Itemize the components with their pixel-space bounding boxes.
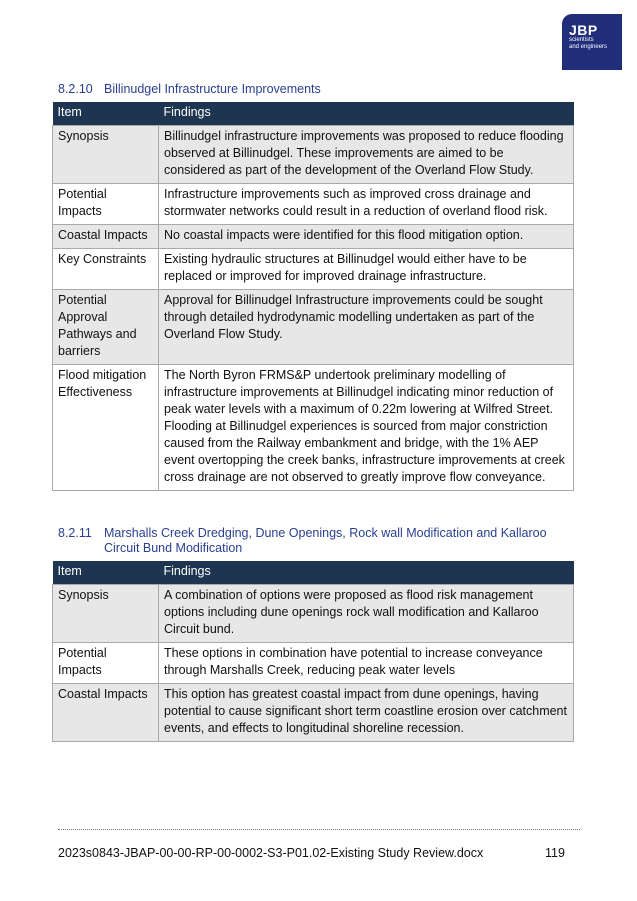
table-row: [53, 249, 574, 290]
row-item: Potential Approval Pathways and barriers: [53, 290, 159, 365]
section-number: 8.2.10: [58, 82, 93, 96]
row-findings: This option has greatest coastal impact from dune openings, having potential to cause significant short term coastline erosion over catchment events, and effects to longitudinal shoreline recession.: [159, 684, 574, 742]
row-findings: No coastal impacts were identified for this flood mitigation option.: [159, 225, 574, 249]
header-findings: Findings: [159, 102, 574, 126]
row-findings: Infrastructure improvements such as improved cross drainage and stormwater networks could result in a reduction of overland flood risk.: [159, 184, 574, 225]
findings-table-8-2-11: [52, 561, 574, 742]
jbp-logo: [562, 14, 622, 70]
logo-brand: JBP: [569, 22, 598, 38]
table-row: [53, 684, 574, 742]
section-title-line-1: Marshalls Creek Dredging, Dune Openings, Rock wall Modification and Kallaroo: [104, 526, 547, 540]
row-item: Synopsis: [53, 126, 159, 184]
table-row: [53, 585, 574, 643]
row-findings: Approval for Billinudgel Infrastructure improvements could be sought through detailed hydrodynamic modelling undertaken as part of the Overland Flow Study.: [159, 290, 574, 365]
row-item: Coastal Impacts: [53, 684, 159, 742]
row-item: Flood mitigation Effectiveness: [53, 365, 159, 491]
row-item: Key Constraints: [53, 249, 159, 290]
table-row: [53, 643, 574, 684]
table-header-row: [53, 102, 574, 126]
row-findings: These options in combination have potential to increase conveyance through Marshalls Creek, reducing peak water levels: [159, 643, 574, 684]
header-item: Item: [53, 102, 159, 126]
footer-document-reference: 2023s0843-JBAP-00-00-RP-00-0002-S3-P01.02-Existing Study Review.docx: [58, 846, 484, 860]
row-item: Potential Impacts: [53, 643, 159, 684]
footer-divider: [58, 829, 580, 830]
section-heading-8-2-11: [58, 526, 547, 556]
row-item: Coastal Impacts: [53, 225, 159, 249]
table-row: [53, 365, 574, 491]
row-findings: Billinudgel infrastructure improvements was proposed to reduce flooding observed at Billinudgel. These improvements are aimed to be considered as part of the development of the Overland Flow Study.: [159, 126, 574, 184]
section-title: [104, 526, 547, 556]
section-number: 8.2.11: [58, 526, 92, 540]
table-row: [53, 184, 574, 225]
findings-table-8-2-10: [52, 102, 574, 491]
row-item: Potential Impacts: [53, 184, 159, 225]
section-title-line-2: Circuit Bund Modification: [104, 541, 243, 555]
row-findings: A combination of options were proposed as flood risk management options including dune openings rock wall modification and Kallaroo Circuit bund.: [159, 585, 574, 643]
table-row: [53, 290, 574, 365]
row-item: Synopsis: [53, 585, 159, 643]
section-heading-8-2-10: [58, 82, 321, 97]
header-findings: Findings: [159, 561, 574, 585]
table-header-row: [53, 561, 574, 585]
row-findings: Existing hydraulic structures at Billinudgel would either have to be replaced or improved for improved drainage infrastructure.: [159, 249, 574, 290]
table-row: [53, 126, 574, 184]
page-number: 119: [545, 846, 565, 860]
logo-tagline-1: scientists: [569, 37, 594, 43]
row-findings: The North Byron FRMS&P undertook preliminary modelling of infrastructure improvements at Billinudgel indicating minor reduction of peak water levels with a maximum of 0.22m lowering at Wilfred Street. Flooding at Billinudgel experiences is sourced from major constriction caused from the Railway embankment and bridge, with the 1% AEP event overtopping the creek banks, infrastructure improvements at creek cross drainage are not observed to greatly improve flow conveyance.: [159, 365, 574, 491]
logo-tagline-2: and engineers: [569, 43, 608, 50]
header-item: Item: [53, 561, 159, 585]
section-title: Billinudgel Infrastructure Improvements: [104, 82, 321, 96]
table-row: [53, 225, 574, 249]
